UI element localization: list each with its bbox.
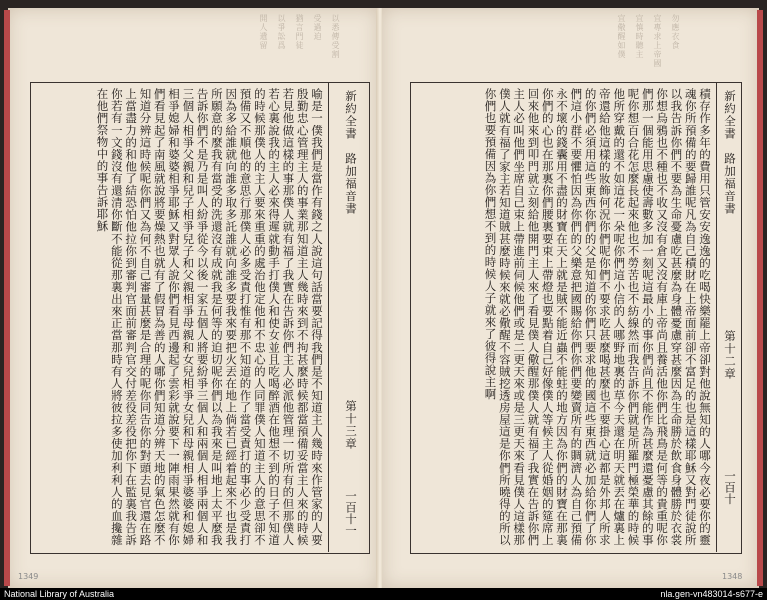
- left-body-text: 喻是一僕我們是當作有錢之人說這句話當要記得我們是不知道主人幾時來作管家的人要殷勤忠心管理主人的事業那知道主人幾時來到不拘甚麼時候都當預備妥當主人來的時候若見他做這樣的事那僕人就有福了我實在告訴你們主人必派他管理一切所有的但那僕人若心裏說我的主人必來得遲就動手打僕人和使女並且吃喝醉酒在他想不到的日子不知道的時候那僕人的主人要來重重的處治他定他和不忠心的人同罪僕人知道主人的意思卻不預備又不順他的意思行那僕人必多受責打惟有那不知道的作了當受責打的事必少受責打因為多給誰就向誰多取多託誰就向誰多要我來要把火丟在地上倘若已經着起來不也是我所願意的麼我有當受的洗還沒有成就我是何等的迫切呢你們以為我來是叫地上太平麼我告訴你們不是乃是叫人紛爭從今以後一家五個人將要紛爭三個人和兩個人相爭兩個人和三個人相爭父親和兒子相爭兒子和父親相爭母親和女兒相爭女兒和母親相爭婆婆和媳婦相爭媳婦和婆婆相爭耶穌又對眾人說你們看見西邊起了雲彩就說要下一陣雨果然就有你們看見起了南風就說將要燥熱也就有了假冒為善的人哪你們知道分辨天地的氣色怎麼不知道分辨這時候呢你們又為何不自己審量甚麼是合理的呢你同告你的對頭去見官還在路上當盡力的和他了結恐怕他拉你到審判官面前審判官交付差役差役把你下在監裏我告訴你若有一文錢沒有還清你斷不能從那裏出來正當那時有人將彼拉多使加利利人的血攙雜在他們祭物中的事告訴耶穌: [95, 88, 324, 546]
- left-note: 以爭訟爲: [277, 14, 286, 50]
- left-page-edge: [4, 10, 10, 586]
- left-note: 受過迫: [313, 14, 322, 41]
- right-book-title: 新約全書 路加福音書: [723, 90, 737, 215]
- right-note: 宜專求上帝國: [653, 14, 662, 68]
- left-book-title: 新約全書 路加福音書: [344, 90, 358, 215]
- right-title-divider: [716, 82, 717, 552]
- right-header-notes: [440, 14, 680, 68]
- left-note: 以悉傳受割: [331, 14, 340, 59]
- left-header-notes: [40, 14, 340, 59]
- right-body-text: 積存作多年的費用只管安安逸逸的吃喝快樂罷上帝卻對他說無知的人哪今夜必要你的靈魂你所預備的要歸誰呢凡為自己積財在上帝面前卻不富足的也是這樣耶穌又對門徒說所以我告訴你們不要為生命憂慮吃甚麼為身體憂慮穿甚麼因為生命勝於飲食身體勝於衣裳你想烏鴉也不種也不收又沒有倉又沒有庫上帝尚且養活他你們比飛鳥是何等的貴重呢你們那一個能用思慮使壽數多加一刻呢這最小的事你們尚且不能作為甚麼還憂慮其餘的事呢你想百合花怎麼長起來他也不勞苦也不紡線然而我告訴你們就是所羅門極榮華的時候他所穿戴的還不如這花一朵呢你們這小信的人哪野地裏的草今天還在明天就丟在爐裏上帝還給他這樣的妝飾何況你們呢你們不要求吃甚麼喝甚麼也不要掛心這都是外邦人所求的你們必須用這些東西你們的父是知道的你們只要求他的國這些東西就必加給你們了你們這小群不要懼怕因為你們的父樂意把國賜給你們你們要變賣所有的賙濟人為自己預備永不壞的錢囊用不盡的財寶在天上就是賊不能近蟲不能蛀的地方因為你們的財寶在那裏你們的心也在那裏你們腰裏要束上帶燈也要點着自己好像僕人等候主人從婚姻的筵席上回來他來到叩門就立刻給他開門主人來了看見僕人儆醒那僕人就有福了我實在告訴你們主人必叫他們坐席自己束上帶進前伺候他們或是二更天來或是三更天來看見僕人這樣那僕人就有福了家主若知道賊甚麼時候來就必儆醒不容賊挖透房屋這是你們所曉得的所以你們也要預備因為你們想不到的時候人子就來了彼得說主啊: [483, 88, 712, 546]
- footer-item-id: nla.gen-vn483014-s677-e: [660, 589, 763, 599]
- right-note: 勿應衣食: [671, 14, 680, 50]
- left-note: 開人遺留: [259, 14, 268, 50]
- right-note: 宜儆醒如僕: [617, 14, 626, 59]
- left-page-number: 一百十一: [344, 490, 358, 536]
- right-page-edge: [757, 10, 763, 586]
- left-pencil-mark: 1349: [18, 572, 39, 581]
- right-chapter-label: 第十二章: [723, 330, 737, 380]
- left-chapter-label: 第十三章: [344, 400, 358, 450]
- left-note: 猶言門徒: [295, 14, 304, 50]
- right-note: 宜慎時聽主: [635, 14, 644, 59]
- footer-library-name: National Library of Australia: [4, 589, 115, 599]
- left-title-divider: [328, 82, 329, 552]
- right-pencil-mark: 1348: [722, 572, 743, 581]
- right-page-number: 一百十: [723, 470, 737, 505]
- footer-bar: [0, 588, 767, 600]
